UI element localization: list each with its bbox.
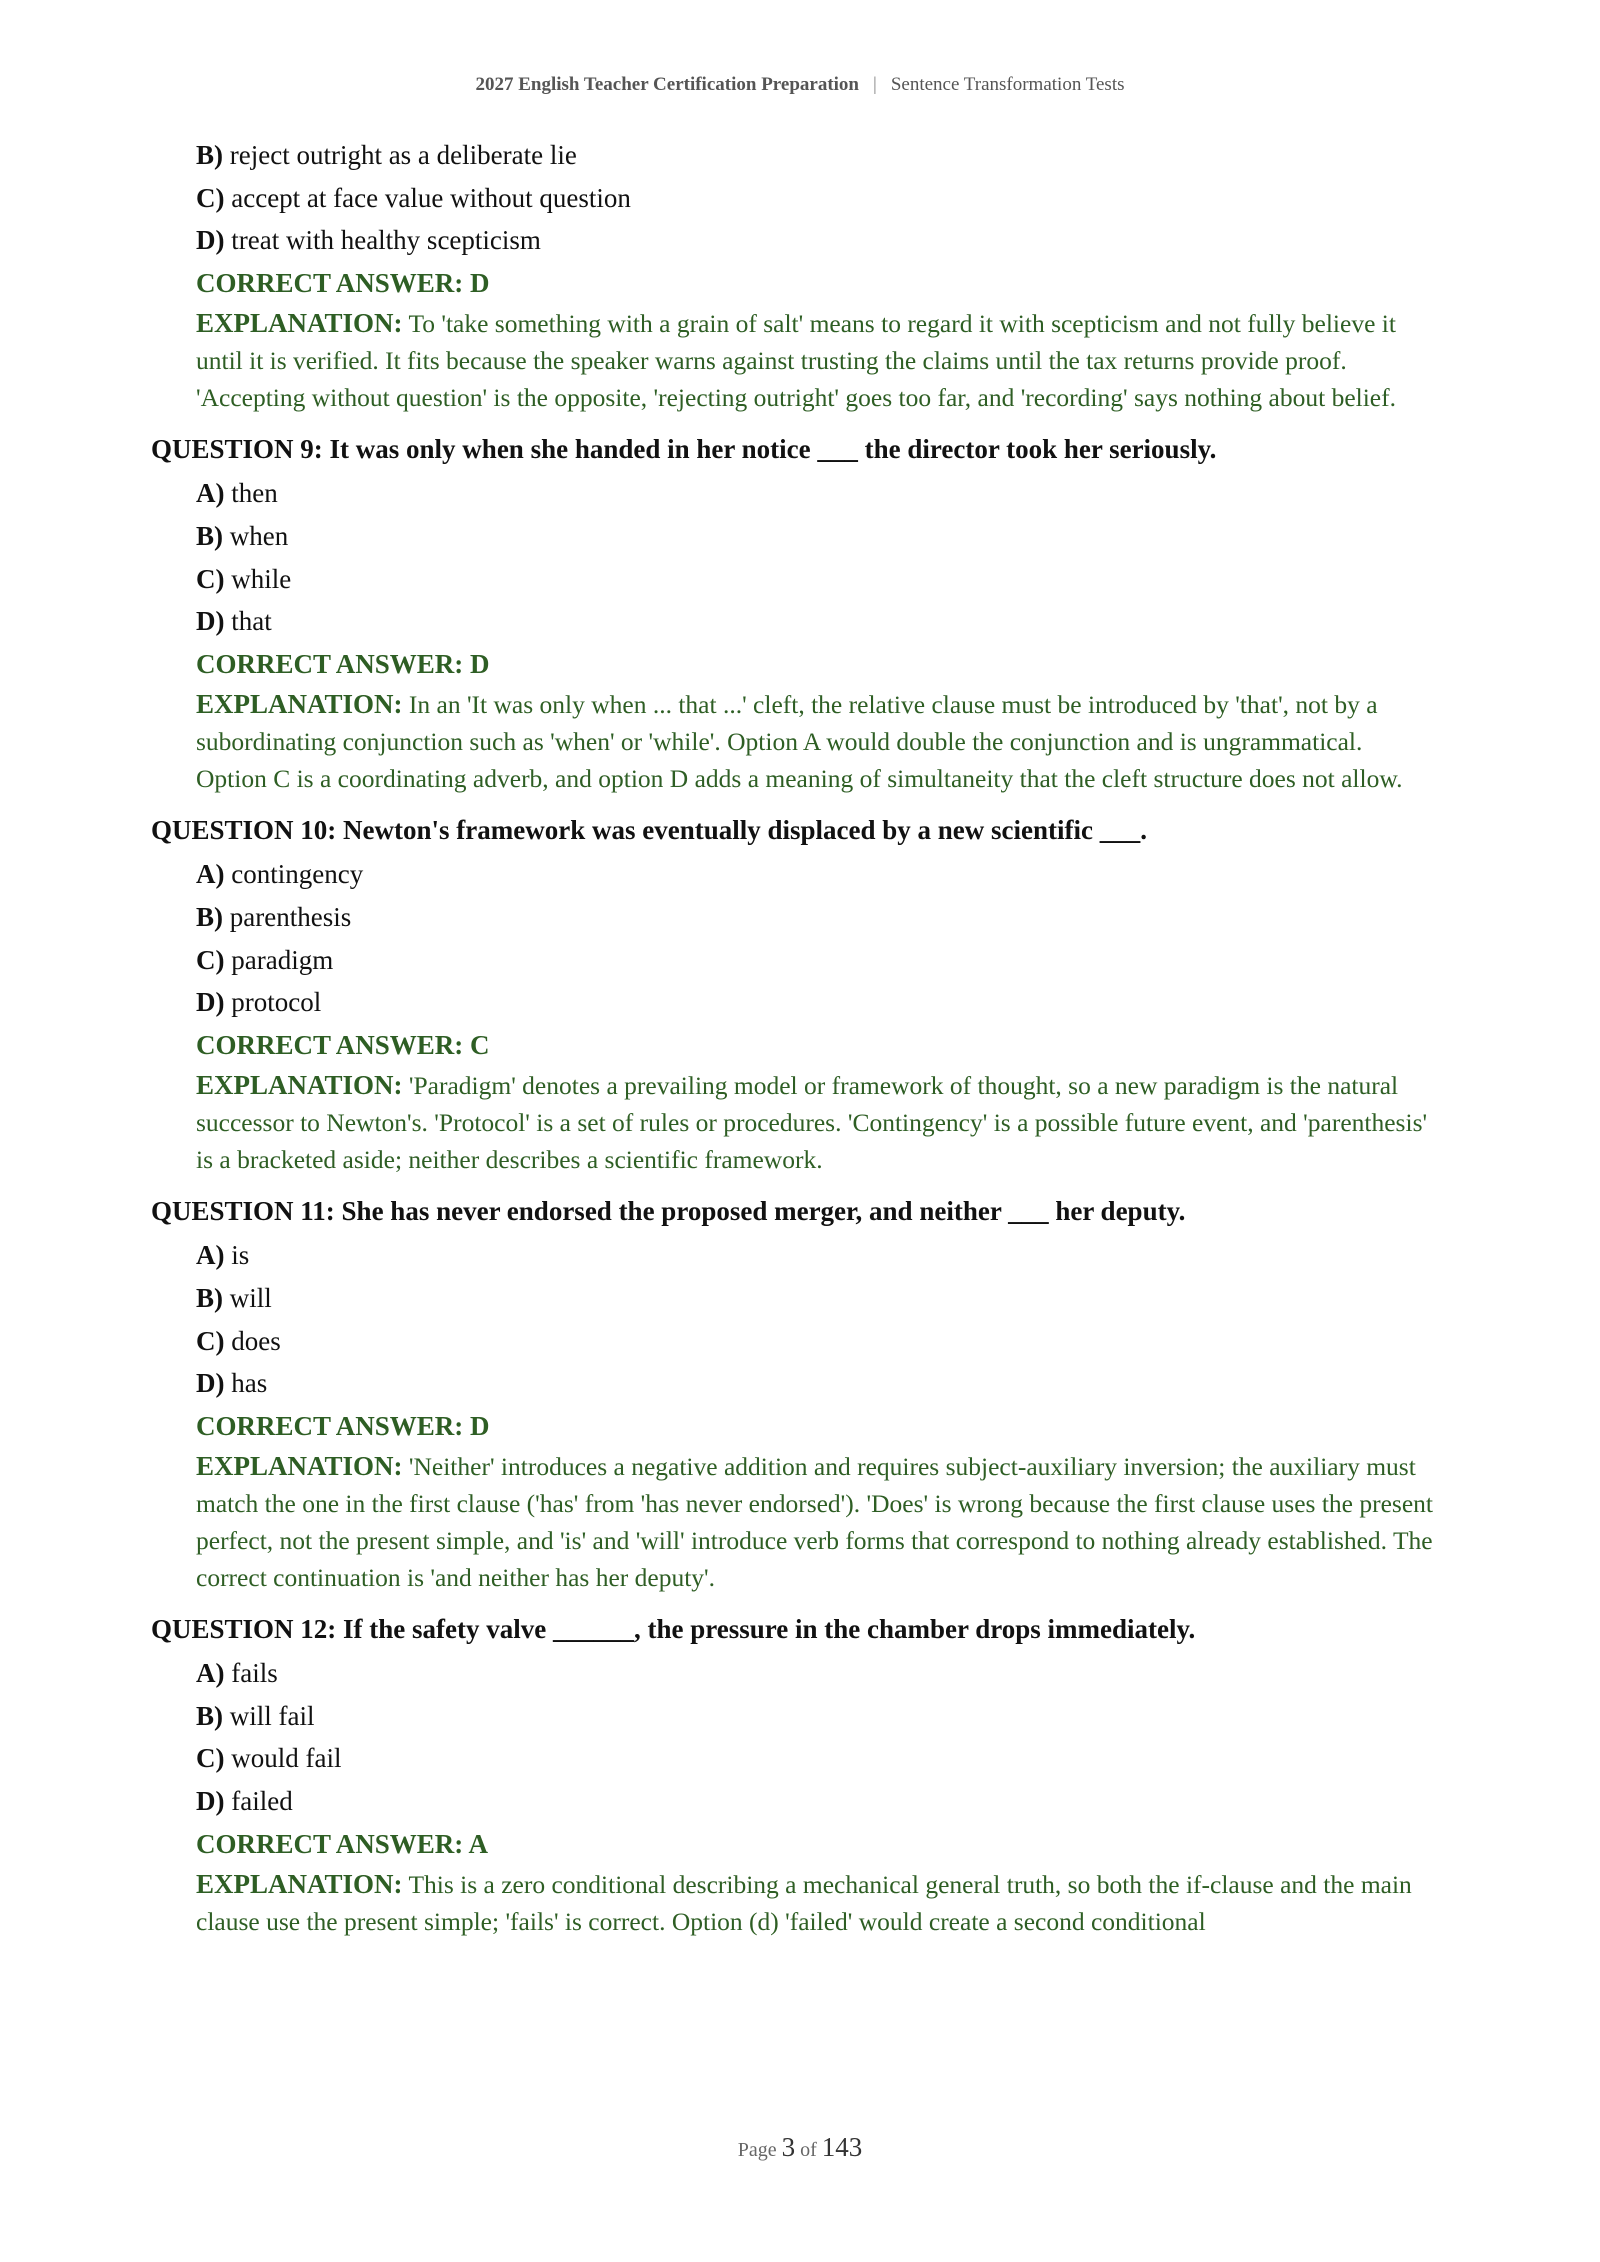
option-letter: B) (196, 1282, 223, 1313)
option-letter: B) (196, 901, 223, 932)
explanation-label: EXPLANATION: (196, 689, 403, 720)
option-letter: C) (196, 182, 225, 213)
answer-option (196, 1277, 1436, 1320)
question-12-body (196, 1652, 1436, 1940)
question-8-continued (196, 134, 1436, 416)
question-10-title: QUESTION 10: Newton's framework was eventually displaced by a new scientific ___. (151, 815, 1147, 846)
answer-option (196, 853, 1436, 896)
explanation (196, 305, 1436, 416)
explanation (196, 1866, 1436, 1940)
explanation (196, 1448, 1436, 1596)
option-text: paradigm (231, 944, 334, 975)
explanation-label: EXPLANATION: (196, 308, 403, 339)
answer-option (196, 1320, 1436, 1363)
option-text: will (229, 1282, 272, 1313)
answer-option (196, 939, 1436, 982)
running-header (0, 74, 1600, 96)
option-letter: A) (196, 478, 225, 509)
option-letter: D) (196, 606, 225, 637)
option-text: has (231, 1368, 268, 1399)
option-letter: D) (196, 987, 225, 1018)
option-text: while (231, 563, 292, 594)
option-text: when (229, 520, 289, 551)
explanation-text: This is a zero conditional describing a mechanical general truth, so both the if-clause and the main clause use the present simple; 'fails' is correct. Option (d) 'failed' would create a second conditional (196, 1870, 1412, 1937)
question-11-body (196, 1234, 1436, 1596)
answer-option (196, 558, 1436, 601)
option-letter: A) (196, 859, 225, 890)
answer-option (196, 1780, 1436, 1823)
correct-answer: CORRECT ANSWER: D (196, 1410, 490, 1441)
option-letter: B) (196, 520, 223, 551)
option-text: parenthesis (229, 901, 352, 932)
page-label: Page (737, 2139, 777, 2161)
question-12-title: QUESTION 12: If the safety valve ______, the pressure in the chamber drops immediately. (151, 1614, 1196, 1645)
option-letter: D) (196, 1368, 225, 1399)
option-text: is (231, 1240, 250, 1271)
header-series-title: 2027 English Teacher Certification Preparation (475, 74, 859, 95)
explanation (196, 1067, 1436, 1178)
option-text: treat with healthy scepticism (231, 225, 541, 256)
option-text: protocol (231, 987, 322, 1018)
option-letter: C) (196, 1743, 225, 1774)
correct-answer: CORRECT ANSWER: A (196, 1828, 489, 1859)
option-letter: A) (196, 1240, 225, 1271)
option-text: then (231, 478, 278, 509)
question-11-title: QUESTION 11: She has never endorsed the proposed merger, and neither ___ her deputy. (151, 1196, 1186, 1227)
explanation-label: EXPLANATION: (196, 1451, 403, 1482)
option-letter: D) (196, 225, 225, 256)
option-text: failed (231, 1786, 293, 1817)
current-page: 3 (781, 2132, 796, 2162)
answer-option (196, 896, 1436, 939)
explanation-text: 'Neither' introduces a negative addition and requires subject-auxiliary inversion; the auxiliary must match the one in the first clause ('has' from 'has never endorsed'). 'Does' is wrong because the first clause uses the present perfect, not the present simple, and 'is' and 'will' introduce verb forms that correspond to nothing already established. The correct continuation is 'and neither has her deputy'. (196, 1452, 1433, 1593)
explanation-text: To 'take something with a grain of salt' means to regard it with scepticism and not fully believe it until it is verified. It fits because the speaker warns against trusting the claims until the tax returns provide proof. 'Accepting without question' is the opposite, 'rejecting outright' goes too far, and 'recording' says nothing about belief. (196, 309, 1396, 413)
explanation-text: In an 'It was only when ... that ...' cleft, the relative clause must be introduced by 'that', not by a subordinating conjunction such as 'when' or 'while'. Option A would double the conjunction and is ungrammatical. Option C is a coordinating adverb, and option D adds a meaning of simultaneity that the cleft structure does not allow. (196, 690, 1403, 794)
correct-answer: CORRECT ANSWER: C (196, 1029, 490, 1060)
answer-option (196, 177, 1436, 220)
option-letter: C) (196, 944, 225, 975)
question-9-title: QUESTION 9: It was only when she handed in her notice ___ the director took her seriously. (151, 434, 1217, 465)
explanation-text: 'Paradigm' denotes a prevailing model or framework of thought, so a new paradigm is the natural successor to Newton's. 'Protocol' is a set of rules or procedures. 'Contingency' is a possible future event, and 'parenthesis' is a bracketed aside; neither describes a scientific framework. (196, 1071, 1428, 1175)
correct-answer: CORRECT ANSWER: D (196, 648, 490, 679)
option-text: accept at face value without question (231, 182, 631, 213)
page-number (0, 2132, 1600, 2163)
answer-option (196, 1695, 1436, 1738)
explanation-label: EXPLANATION: (196, 1070, 403, 1101)
answer-option (196, 1362, 1436, 1405)
total-pages: 143 (821, 2132, 863, 2162)
answer-option (196, 219, 1436, 262)
answer-option (196, 600, 1436, 643)
page-of-label: of (800, 2139, 817, 2161)
answer-option (196, 1737, 1436, 1780)
option-text: contingency (231, 859, 364, 890)
option-letter: C) (196, 1325, 225, 1356)
option-text: would fail (231, 1743, 342, 1774)
answer-option (196, 1652, 1436, 1695)
correct-answer: CORRECT ANSWER: D (196, 267, 490, 298)
page-content (151, 134, 1451, 1940)
answer-option (196, 472, 1436, 515)
explanation (196, 686, 1436, 797)
option-text: will fail (229, 1700, 315, 1731)
answer-option (196, 981, 1436, 1024)
option-letter: B) (196, 140, 223, 170)
option-text: that (231, 606, 272, 637)
option-letter: A) (196, 1658, 225, 1689)
option-text: does (231, 1325, 281, 1356)
answer-option (196, 134, 1436, 177)
explanation-label: EXPLANATION: (196, 1869, 403, 1900)
question-9-body (196, 472, 1436, 797)
option-letter: D) (196, 1786, 225, 1817)
answer-option (196, 515, 1436, 558)
header-separator: | (873, 74, 877, 95)
question-10-body (196, 853, 1436, 1178)
header-subtitle: Sentence Transformation Tests (890, 74, 1125, 95)
option-letter: C) (196, 563, 225, 594)
option-text: reject outright as a deliberate lie (229, 140, 577, 170)
option-text: fails (231, 1658, 278, 1689)
option-letter: B) (196, 1700, 223, 1731)
answer-option (196, 1234, 1436, 1277)
